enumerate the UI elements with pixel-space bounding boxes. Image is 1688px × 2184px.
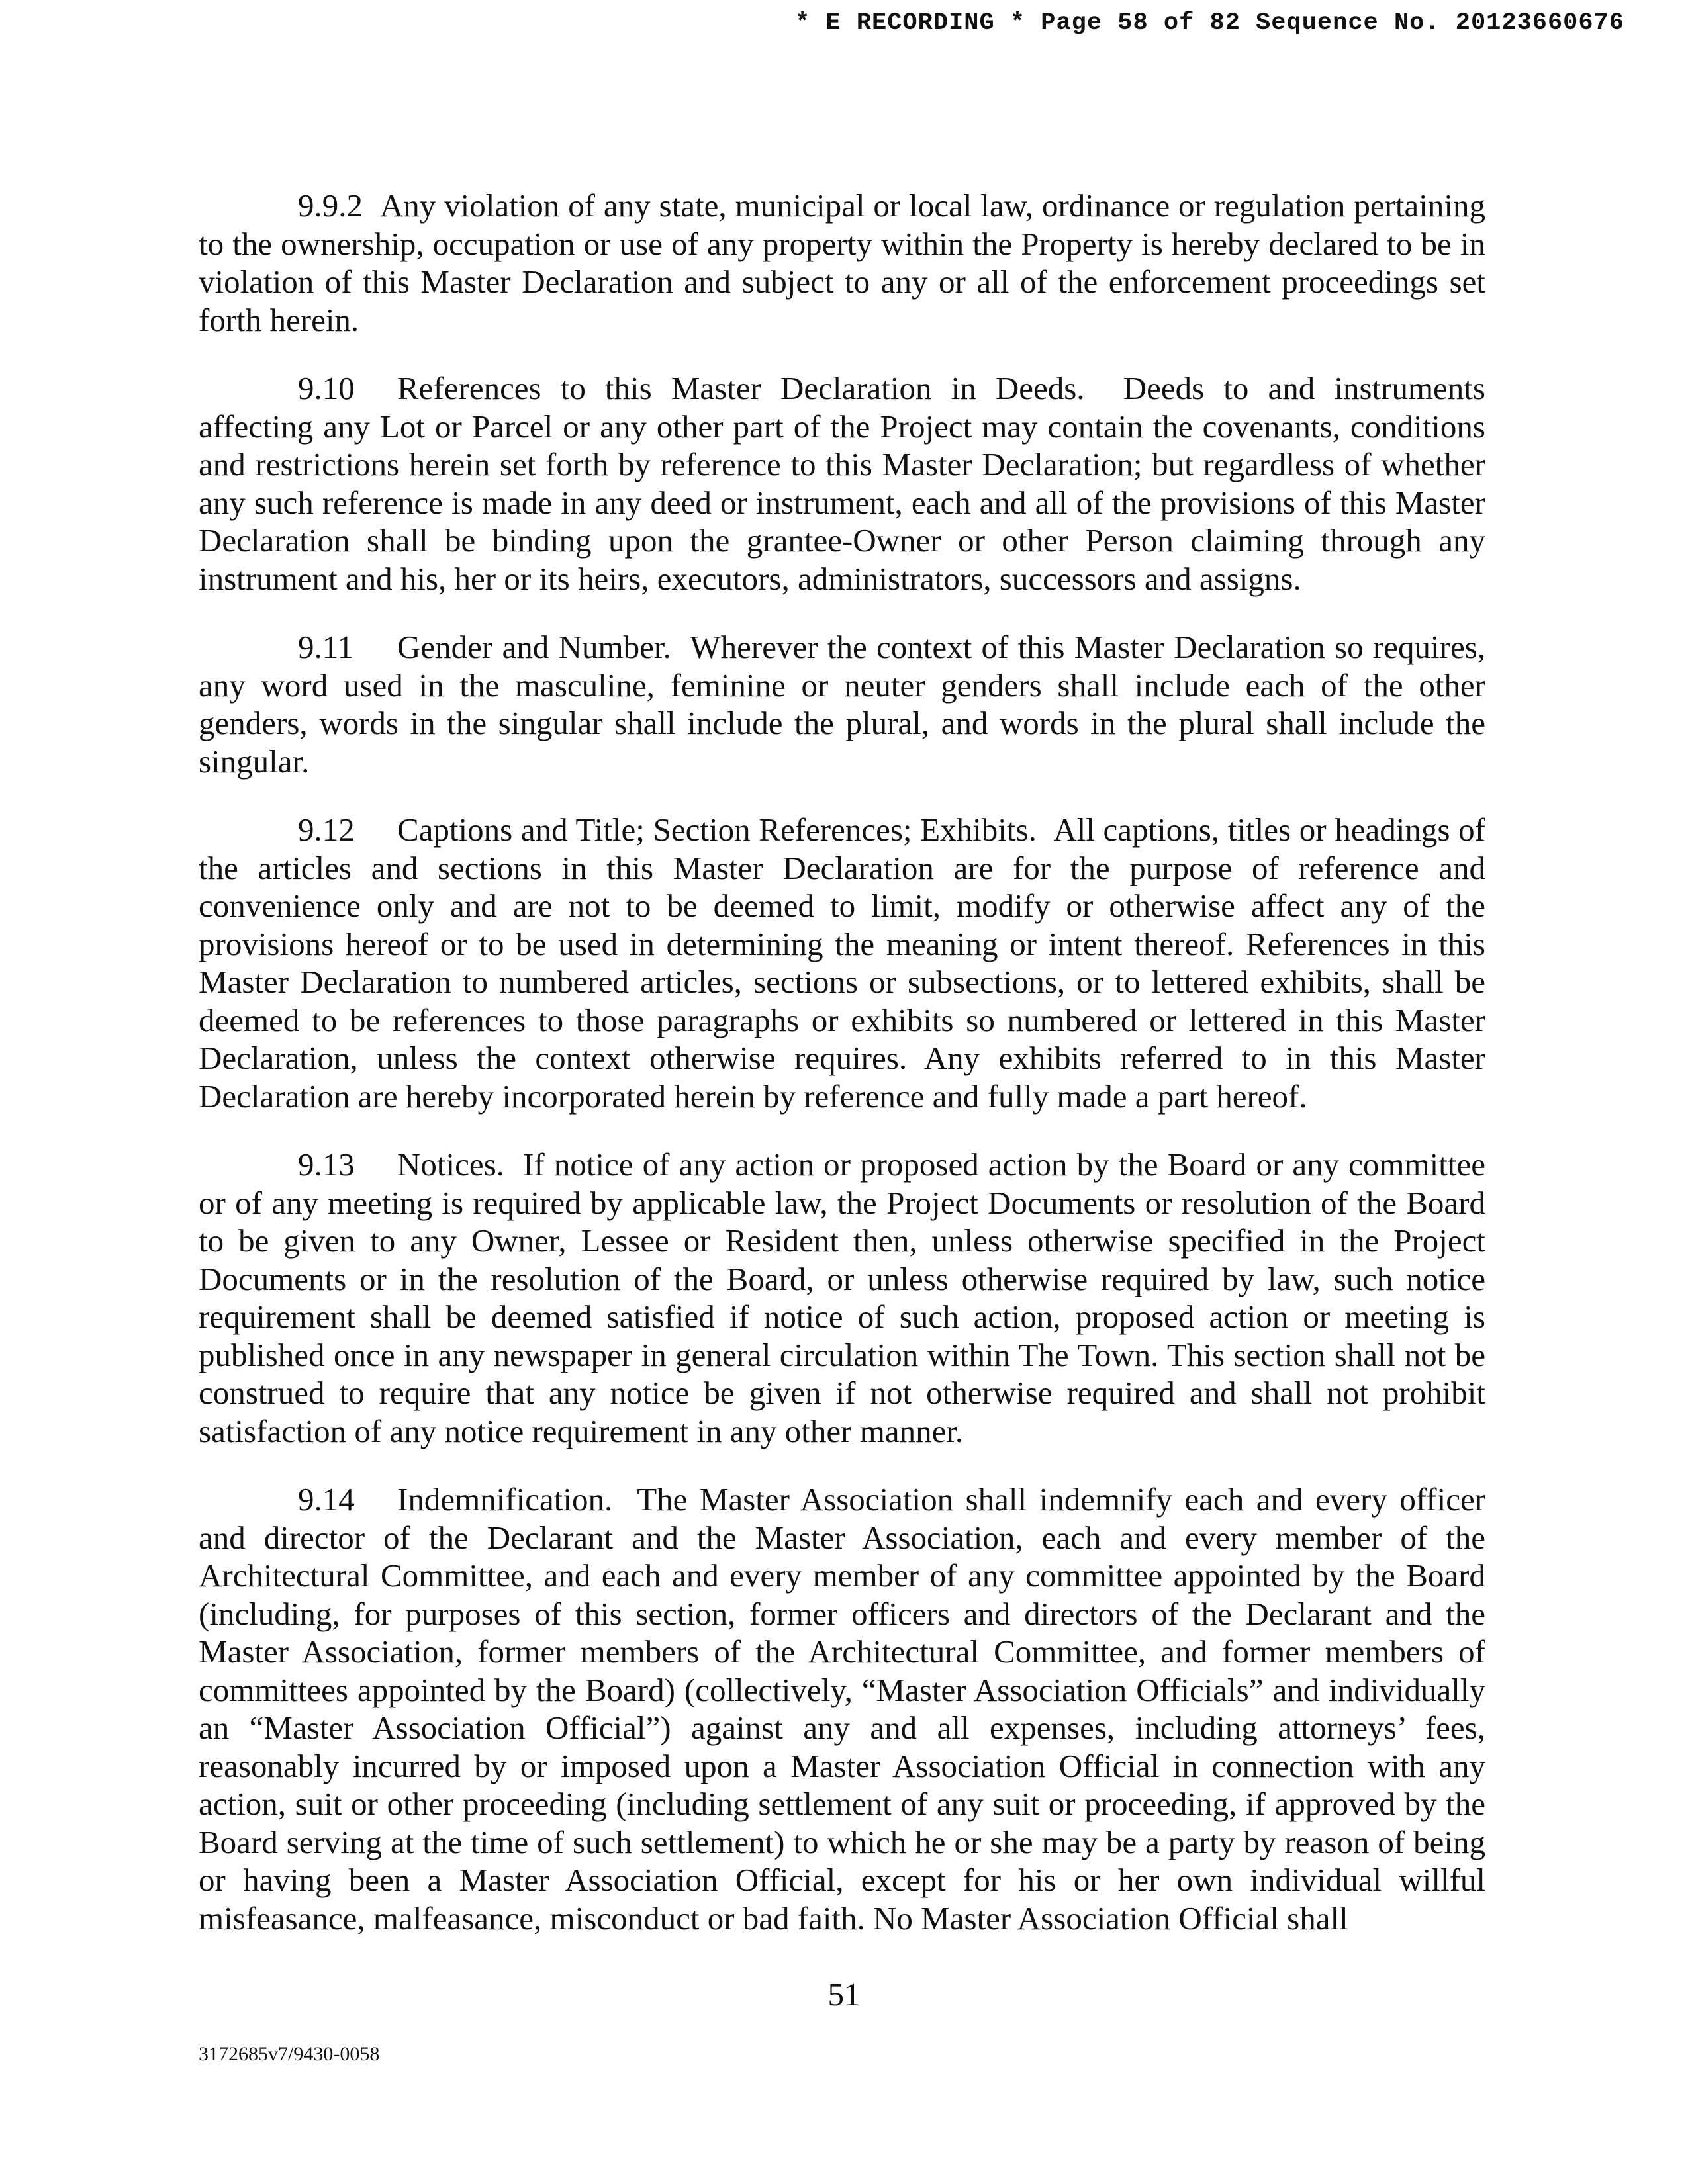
document-id: 3172685v7/9430-0058 bbox=[199, 2043, 380, 2065]
section-text: Any violation of any state, municipal or local law, ordinance or regulation pertaining to the ownership, occupation or use of any property within the Property is hereby declared to be in violation of this Master Declaration and subject to any or all of the enforcement proceedings set forth herein. bbox=[199, 187, 1485, 338]
section-title: Indemnification. bbox=[397, 1481, 613, 1518]
section-9-14 bbox=[199, 1480, 1485, 1937]
section-number: 9.13 bbox=[298, 1146, 355, 1183]
section-9-12 bbox=[199, 811, 1485, 1115]
section-title: Gender and Number. bbox=[397, 629, 671, 665]
page-number: 51 bbox=[827, 1976, 861, 2013]
section-9-11 bbox=[199, 628, 1485, 780]
section-text: The Master Association shall indemnify each and every officer and director of the Declarant and the Master Association, each and every member of the Architectural Committee, and each and every member of any committee appointed by the Board (including, for purposes of this section, former officers and directors of the Declarant and the Master Association, former members of the Architectural Committee, and former members of committees appointed by the Board) (collectively, “Master Association Officials” and individually an “Master Association Official”) against any and all expenses, including attorneys’ fees, reasonably incurred by or imposed upon a Master Association Official in connection with any action, suit or other proceeding (including settlement of any suit or proceeding, if approved by the Board serving at the time of such settlement) to which he or she may be a party by reason of being or having been a Master Association Official, except for his or her own individual willful misfeasance, malfeasance, misconduct or bad faith. No Master Association Official shall bbox=[199, 1481, 1486, 1936]
recording-header: * E RECORDING * Page 58 of 82 Sequence No. 20123660676 bbox=[795, 9, 1624, 37]
section-number: 9.11 bbox=[298, 629, 353, 665]
section-title: Notices. bbox=[397, 1146, 504, 1183]
section-number: 9.9.2 bbox=[298, 187, 363, 224]
section-title: References to this Master Declaration in Deeds. bbox=[397, 370, 1085, 406]
section-title: Captions and Title; Section References; Exhibits. bbox=[397, 811, 1037, 848]
section-number: 9.14 bbox=[298, 1481, 355, 1518]
section-9-9-2 bbox=[199, 187, 1485, 339]
section-text: Deeds to and instruments affecting any Lot or Parcel or any other part of the Project may contain the covenants, conditions and restrictions herein set forth by reference to this Master Declaration; but regardless of whether any such reference is made in any deed or instrument, each and all of the provisions of this Master Declaration shall be binding upon the grantee-Owner or other Person claiming through any instrument and his, her or its heirs, executors, administrators, successors and assigns. bbox=[199, 370, 1485, 597]
section-9-13 bbox=[199, 1146, 1485, 1450]
section-text: All captions, titles or headings of the articles and sections in this Master Declaration are for the purpose of reference and convenience only and are not to be deemed to limit, modify or otherwise affect any of the provisions hereof or to be used in determining the meaning or intent thereof. References in this Master Declaration to numbered articles, sections or subsections, or to lettered exhibits, shall be deemed to be references to those paragraphs or exhibits so numbered or lettered in this Master Declaration, unless the context otherwise requires. Any exhibits referred to in this Master Declaration are hereby incorporated herein by reference and fully made a part hereof. bbox=[199, 811, 1485, 1115]
document-body bbox=[199, 187, 1485, 1968]
section-number: 9.10 bbox=[298, 370, 355, 406]
section-9-10 bbox=[199, 369, 1485, 598]
section-text: If notice of any action or proposed action by the Board or any committee or of any meeting is required by applicable law, the Project Documents or resolution of the Board to be given to any Owner, Lessee or Resident then, unless otherwise specified in the Project Documents or in the resolution of the Board, or unless otherwise required by law, such notice requirement shall be deemed satisfied if notice of such action, proposed action or meeting is published once in any newspaper in general circulation within The Town. This section shall not be construed to require that any notice be given if not otherwise required and shall not prohibit satisfaction of any notice requirement in any other manner. bbox=[199, 1146, 1485, 1449]
section-text: Wherever the context of this Master Declaration so requires, any word used in the masculine, feminine or neuter genders shall include each of the other genders, words in the singular shall include the plural, and words in the plural shall include the singular. bbox=[199, 629, 1486, 780]
section-number: 9.12 bbox=[298, 811, 355, 848]
